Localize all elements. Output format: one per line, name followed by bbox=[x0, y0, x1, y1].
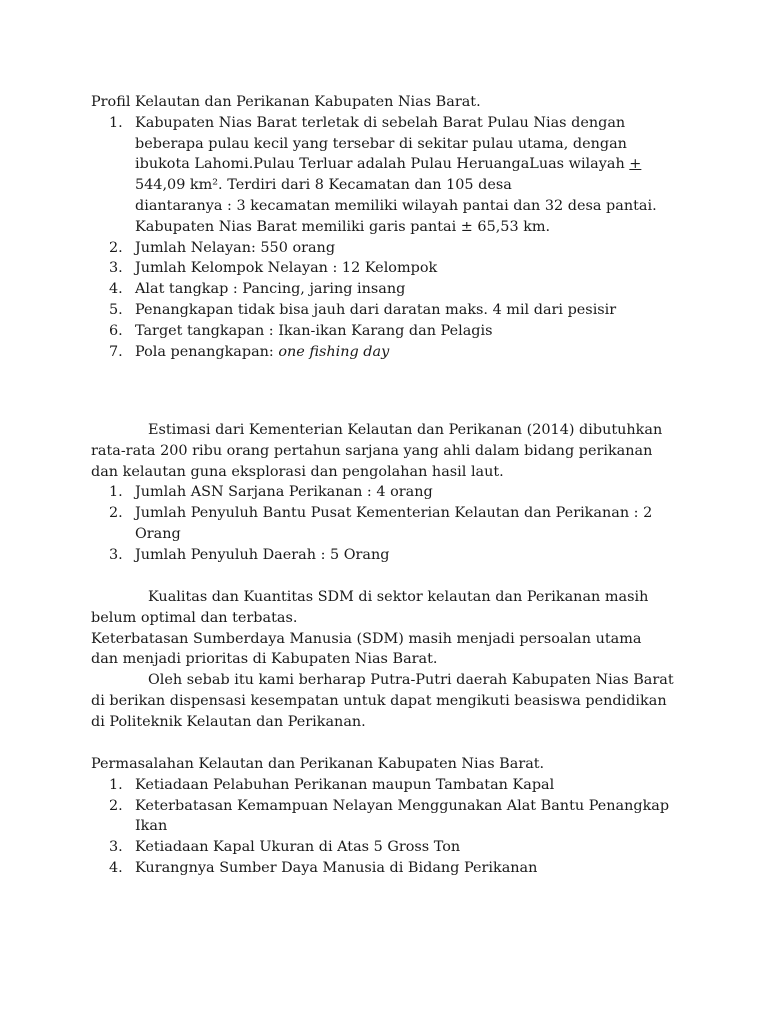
list-number: 4. bbox=[109, 281, 123, 298]
paragraph-line: Kualitas dan Kuantitas SDM di sektor kelautan dan Perikanan masih bbox=[148, 589, 649, 605]
list-item-text: Target tangkapan : Ikan-ikan Karang dan Pelagis bbox=[135, 322, 493, 339]
list-item-text-part: Pola penangkapan: bbox=[135, 343, 279, 360]
list-item bbox=[91, 238, 691, 259]
paragraph-line: di Politeknik Kelautan dan Perikanan. bbox=[91, 713, 366, 730]
list-number: 1. bbox=[109, 114, 123, 131]
permasalahan-list bbox=[91, 775, 691, 879]
list-number: 2. bbox=[109, 797, 123, 814]
list-item-text: Kabupaten Nias Barat terletak di sebelah Barat Pulau Nias dengan bbox=[135, 114, 626, 131]
list-item-text: Jumlah Penyuluh Daerah : 5 Orang bbox=[135, 546, 390, 563]
list-item-text: Jumlah ASN Sarjana Perikanan : 4 orang bbox=[135, 484, 433, 501]
list-item-text: Penangkapan tidak bisa jauh dari daratan maks. 4 mil dari pesisir bbox=[135, 301, 617, 318]
list-item-text: Ketiadaan Kapal Ukuran di Atas 5 Gross Ton bbox=[135, 839, 461, 856]
paragraph-line: Oleh sebab itu kami berharap Putra-Putri daerah Kabupaten Nias Barat bbox=[148, 672, 674, 689]
paragraph-line: di berikan dispensasi kesempatan untuk dapat mengikuti beasiswa pendidikan bbox=[91, 692, 667, 709]
list-item bbox=[91, 837, 691, 858]
list-item bbox=[91, 858, 691, 879]
list-number: 3. bbox=[109, 260, 123, 277]
list-item-text: diantaranya : 3 kecamatan memiliki wilayah pantai dan 32 desa pantai. bbox=[135, 197, 657, 214]
list-item-text: Orang bbox=[135, 525, 181, 542]
list-number: 3. bbox=[109, 839, 123, 856]
list-number: 5. bbox=[109, 301, 123, 318]
list-item bbox=[91, 482, 691, 503]
list-item bbox=[91, 342, 691, 363]
list-item bbox=[91, 321, 691, 342]
list-item bbox=[91, 258, 691, 279]
list-item-text: Kabupaten Nias Barat memiliki garis pantai ± 65,53 km. bbox=[135, 218, 551, 235]
list-item-text: Alat tangkap : Pancing, jaring insang bbox=[135, 281, 406, 298]
list-number: 3. bbox=[109, 546, 123, 563]
list-number: 1. bbox=[109, 484, 123, 501]
estimasi-list bbox=[91, 482, 691, 565]
paragraph-line: Estimasi dari Kementerian Kelautan dan Perikanan (2014) dibutuhkan bbox=[148, 422, 663, 438]
list-number: 7. bbox=[109, 343, 123, 360]
kualitas-section bbox=[91, 587, 691, 733]
paragraph-line: belum optimal dan terbatas. bbox=[91, 609, 298, 626]
list-item-text: Jumlah Penyuluh Bantu Pusat Kementerian Kelautan dan Perikanan : 2 bbox=[135, 505, 653, 522]
profil-title: Profil Kelautan dan Perikanan Kabupaten Nias Barat. bbox=[91, 94, 481, 110]
permasalahan-title: Permasalahan Kelautan dan Perikanan Kabupaten Nias Barat. bbox=[91, 756, 545, 772]
list-number: 1. bbox=[109, 776, 123, 793]
profil-list bbox=[91, 113, 691, 363]
list-item bbox=[91, 113, 691, 238]
paragraph-line: dan menjadi prioritas di Kabupaten Nias Barat. bbox=[91, 651, 438, 668]
list-item-text: Ketiadaan Pelabuhan Perikanan maupun Tambatan Kapal bbox=[135, 776, 555, 793]
profil-section bbox=[91, 92, 691, 362]
paragraph-line: rata-rata 200 ribu orang pertahun sarjana yang ahli dalam bidang perikanan bbox=[91, 442, 653, 459]
list-item-text: 544,09 km². Terdiri dari 8 Kecamatan dan 105 desa bbox=[135, 177, 512, 194]
list-item-text-part: ibukota Lahomi.Pulau Terluar adalah Pulau HeruangaLuas wilayah bbox=[135, 156, 630, 173]
list-item-text: Keterbatasan Kemampuan Nelayan Menggunakan Alat Bantu Penangkap bbox=[135, 797, 670, 814]
list-item-text: beberapa pulau kecil yang tersebar di sekitar pulau utama, dengan bbox=[135, 135, 627, 152]
list-item-text: Ikan bbox=[135, 818, 168, 835]
list-item bbox=[91, 503, 691, 545]
list-item-text: Kurangnya Sumber Daya Manusia di Bidang Perikanan bbox=[135, 859, 538, 876]
list-item bbox=[91, 796, 691, 838]
paragraph-line: dan kelautan guna eksplorasi dan pengolahan hasil laut. bbox=[91, 463, 504, 480]
list-item bbox=[91, 775, 691, 796]
list-item-emphasis: one fishing day bbox=[278, 343, 390, 360]
list-item-text bbox=[135, 342, 691, 363]
list-item bbox=[91, 300, 691, 321]
list-number: 4. bbox=[109, 859, 123, 876]
paragraph-line: Keterbatasan Sumberdaya Manusia (SDM) masih menjadi persoalan utama bbox=[91, 630, 642, 647]
list-item bbox=[91, 545, 691, 566]
plus-minus-sign: + bbox=[629, 156, 642, 173]
permasalahan-section bbox=[91, 754, 691, 879]
list-number: 2. bbox=[109, 239, 123, 256]
list-item bbox=[91, 279, 691, 300]
estimasi-section bbox=[91, 420, 691, 566]
list-item-text: Jumlah Kelompok Nelayan : 12 Kelompok bbox=[135, 260, 438, 277]
list-number: 2. bbox=[109, 505, 123, 522]
list-item-text: Jumlah Nelayan: 550 orang bbox=[135, 239, 336, 256]
list-number: 6. bbox=[109, 322, 123, 339]
list-item-text bbox=[135, 154, 691, 175]
